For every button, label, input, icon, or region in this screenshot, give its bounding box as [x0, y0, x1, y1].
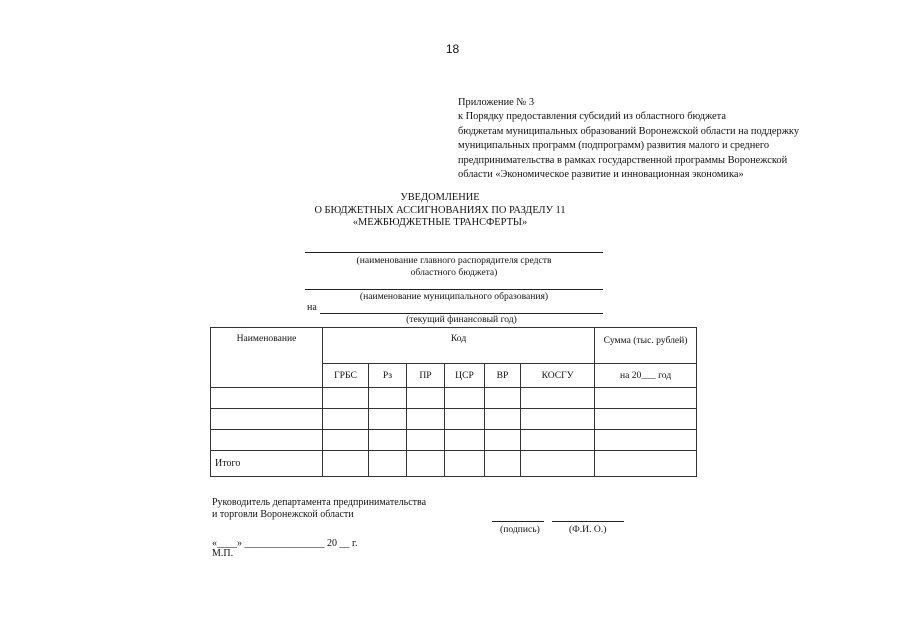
table-cell[interactable]	[369, 430, 407, 451]
code-column-csr: ЦСР	[445, 364, 485, 388]
appendix-header	[458, 96, 878, 182]
table-cell[interactable]	[323, 388, 369, 409]
title-line: УВЕДОМЛЕНИЕ	[400, 192, 480, 203]
table-cell[interactable]	[521, 388, 595, 409]
column-header-code: Код	[323, 328, 595, 364]
table-cell[interactable]	[485, 430, 521, 451]
table-cell[interactable]	[369, 451, 407, 477]
document-title	[290, 192, 590, 230]
code-column-vr: ВР	[485, 364, 521, 388]
na-label: на	[307, 302, 317, 313]
table-cell[interactable]	[595, 409, 697, 430]
table-row	[211, 430, 697, 451]
table-cell[interactable]	[595, 451, 697, 477]
table-cell[interactable]	[323, 451, 369, 477]
appendix-line: бюджетам муниципальных образований Воронежской области на поддержку	[458, 125, 800, 137]
table-cell[interactable]	[445, 409, 485, 430]
table-cell[interactable]	[211, 409, 323, 430]
table-cell[interactable]	[407, 388, 445, 409]
name-line	[552, 521, 624, 522]
code-column-pr: ПР	[407, 364, 445, 388]
appendix-line: Приложение № 3	[458, 97, 535, 108]
column-header-name: Наименование	[211, 328, 323, 388]
table-cell[interactable]	[369, 388, 407, 409]
table-cell[interactable]	[445, 451, 485, 477]
page-number: 18	[445, 42, 460, 56]
distributor-caption: областного бюджета)	[410, 267, 498, 278]
table-cell[interactable]	[521, 430, 595, 451]
table-row	[211, 388, 697, 409]
table-cell[interactable]	[445, 388, 485, 409]
table-cell[interactable]	[407, 430, 445, 451]
municipality-caption: (наименование муниципального образования)	[359, 291, 549, 302]
stamp-label: М.П.	[212, 548, 234, 559]
table-cell[interactable]	[521, 451, 595, 477]
table-cell[interactable]	[211, 430, 323, 451]
appendix-line: предпринимательства в рамках государственной программы Воронежской	[458, 154, 788, 166]
table-cell[interactable]	[445, 430, 485, 451]
table-cell[interactable]	[595, 430, 697, 451]
table-cell[interactable]	[485, 388, 521, 409]
name-caption: (Ф.И. О.)	[569, 524, 607, 535]
distributor-fill-line	[305, 252, 603, 253]
table-cell[interactable]	[407, 451, 445, 477]
table-cell[interactable]	[211, 388, 323, 409]
distributor-caption: (наименование главного распорядителя средств	[356, 255, 552, 266]
appendix-line: области «Экономическое развитие и инновационная экономика»	[458, 169, 744, 181]
total-row	[211, 451, 697, 477]
table-cell[interactable]	[323, 430, 369, 451]
budget-table	[210, 327, 697, 477]
table-cell[interactable]	[595, 388, 697, 409]
table-cell[interactable]	[485, 409, 521, 430]
signer-block	[212, 497, 426, 521]
total-label: Итого	[211, 451, 323, 477]
code-column-grbs: ГРБС	[323, 364, 369, 388]
signature-line	[492, 521, 544, 522]
table-cell[interactable]	[369, 409, 407, 430]
appendix-line: к Порядку предоставления субсидий из областного бюджета	[458, 111, 726, 123]
signature-caption: (подпись)	[500, 524, 540, 535]
table-cell[interactable]	[323, 409, 369, 430]
signer-title: и торговли Воронежской области	[212, 509, 354, 520]
title-line: «МЕЖБЮДЖЕТНЫЕ ТРАНСФЕРТЫ»	[352, 217, 528, 228]
sum-year-header: на 20___ год	[595, 364, 697, 388]
appendix-line: муниципальных программ (подпрограмм) развития малого и среднего	[458, 140, 770, 152]
table-cell[interactable]	[485, 451, 521, 477]
year-caption: (текущий финансовый год)	[406, 314, 517, 325]
code-column-kosgu: КОСГУ	[521, 364, 595, 388]
table-cell[interactable]	[407, 409, 445, 430]
column-header-sum: Сумма (тыс. рублей)	[595, 328, 697, 364]
title-line: О БЮДЖЕТНЫХ АССИГНОВАНИЯХ ПО РАЗДЕЛУ 11	[314, 204, 566, 216]
table-row	[211, 409, 697, 430]
code-column-rz: Рз	[369, 364, 407, 388]
signer-title: Руководитель департамента предпринимательства	[212, 497, 427, 508]
table-cell[interactable]	[521, 409, 595, 430]
date-line: «____» ________________ 20 __ г.	[212, 538, 358, 549]
